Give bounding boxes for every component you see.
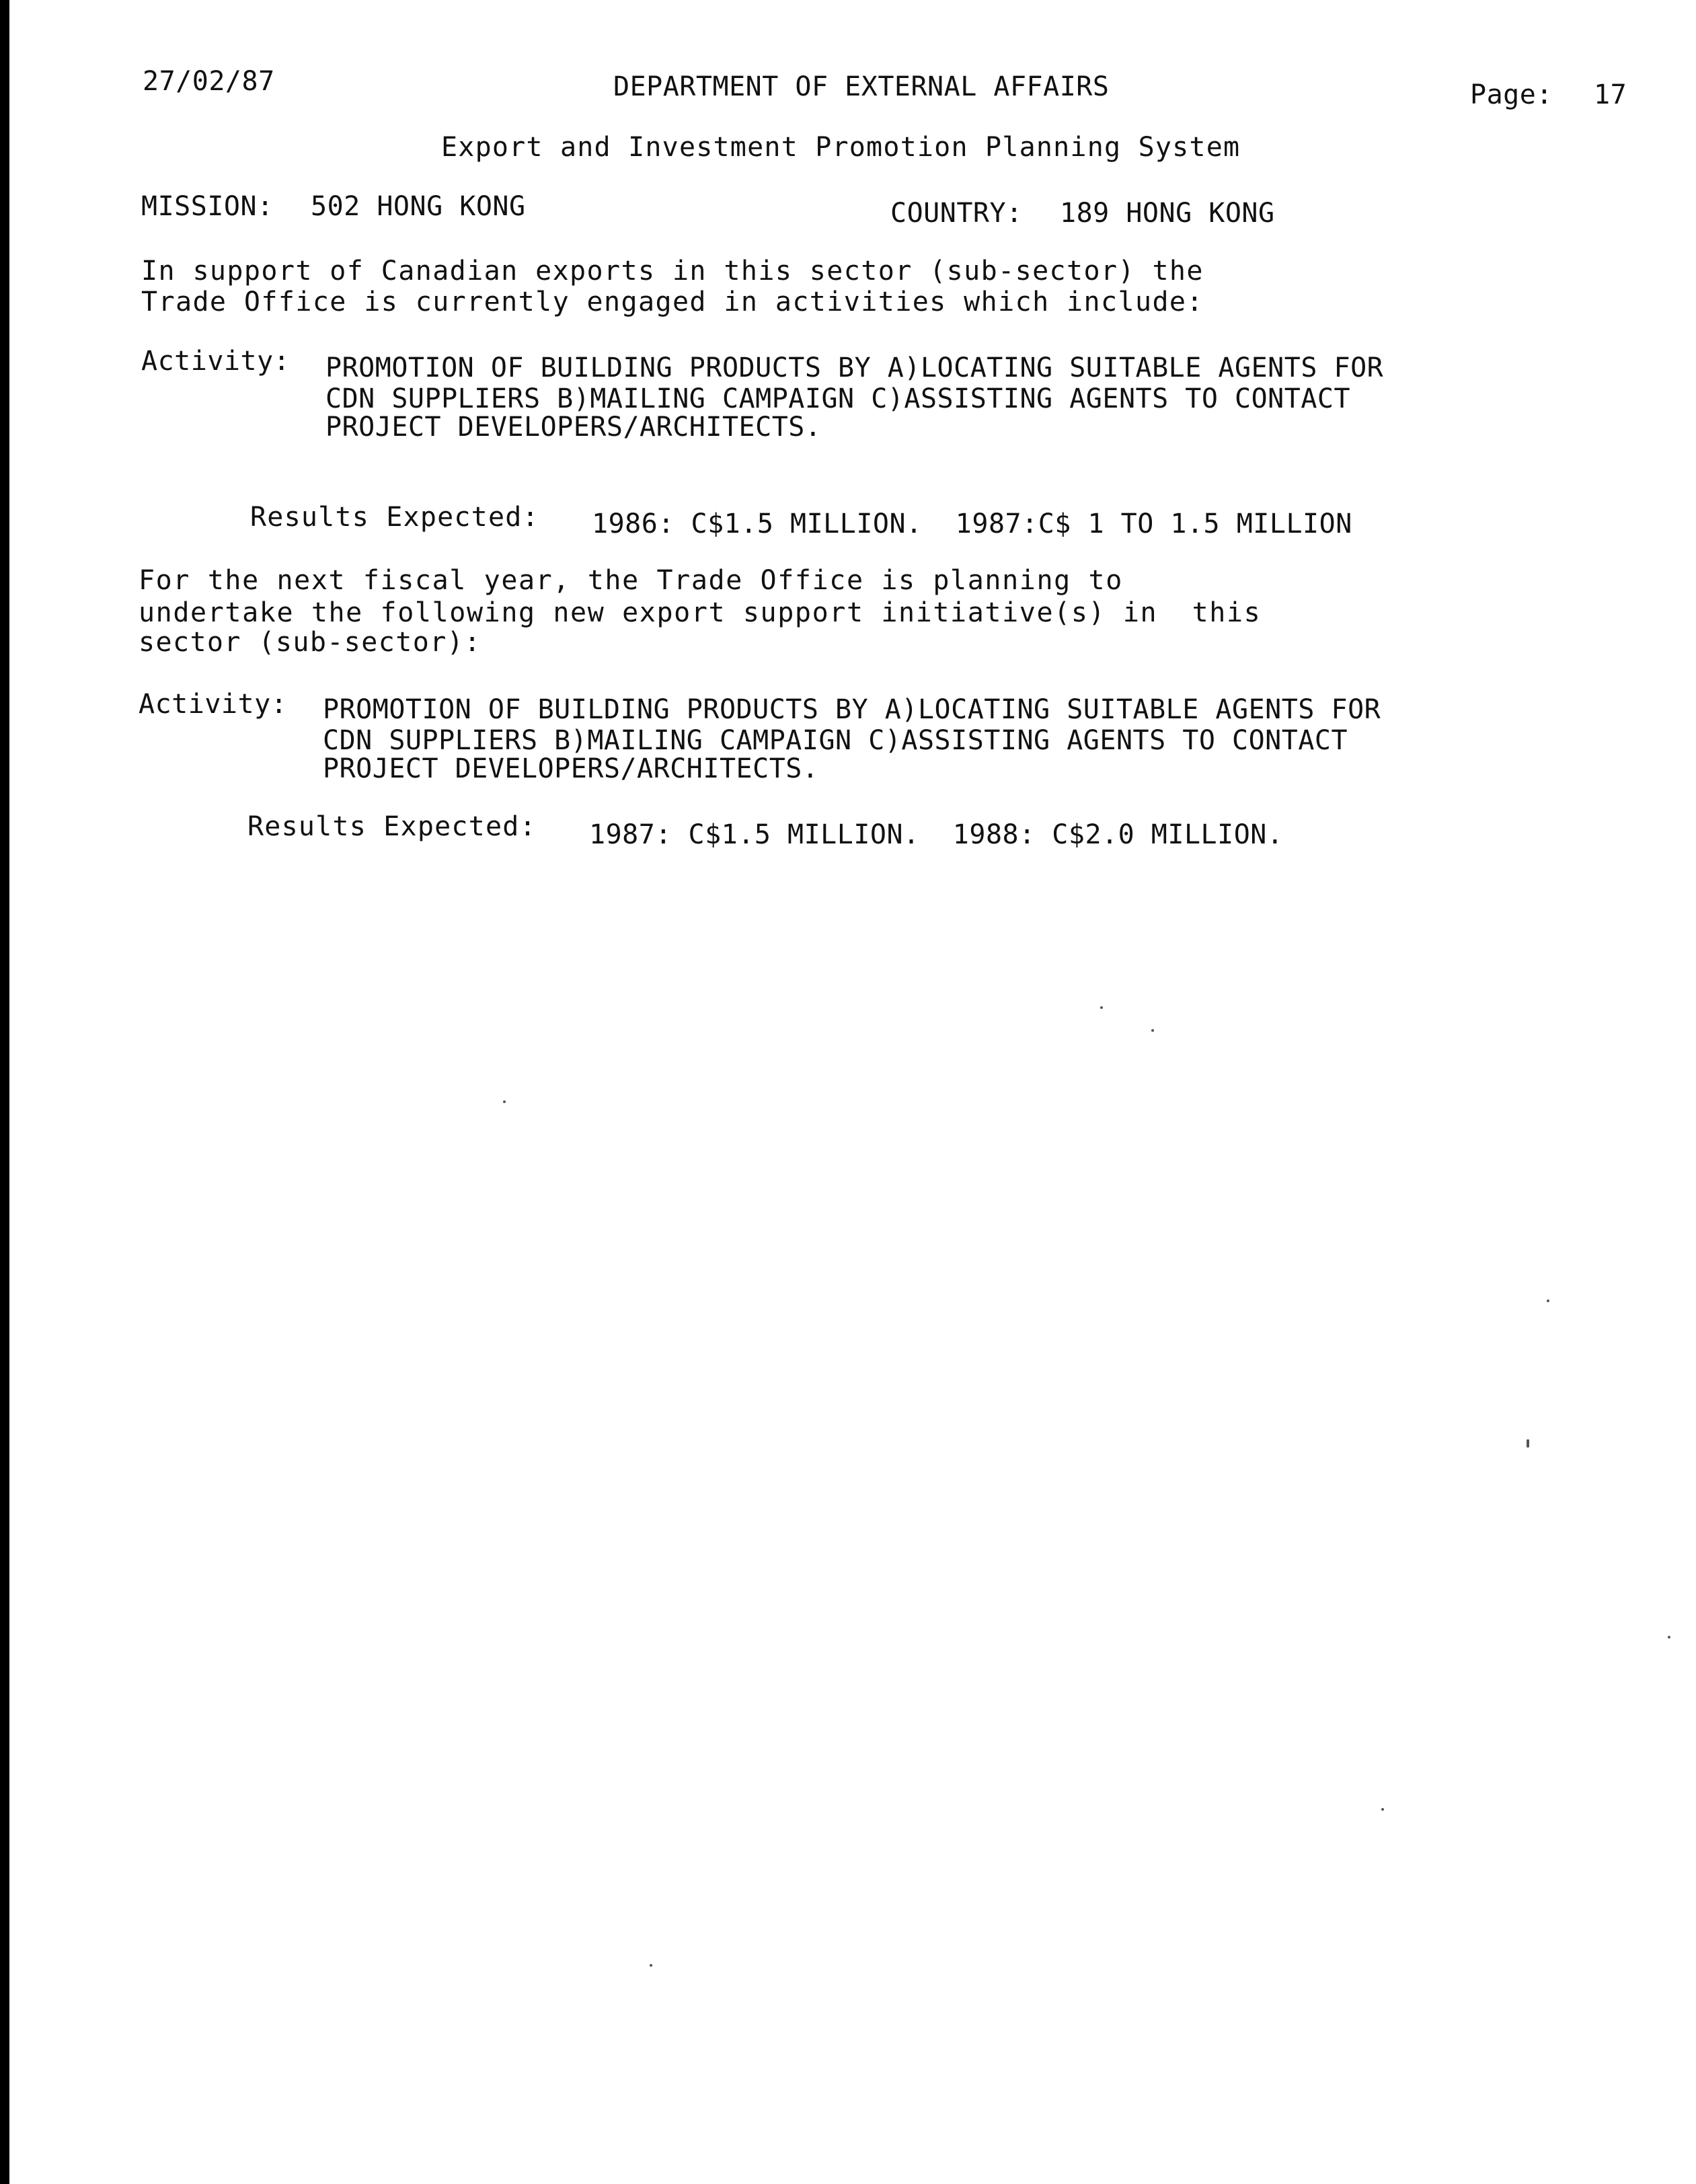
page-number: 17 bbox=[1594, 79, 1627, 110]
scan-speck bbox=[1100, 1006, 1103, 1009]
scan-speck bbox=[1547, 1300, 1549, 1302]
current-intro-line-1: In support of Canadian exports in this sector (sub-sector) the bbox=[141, 256, 1204, 287]
report-date: 27/02/87 bbox=[143, 66, 275, 97]
current-activity-line-3: PROJECT DEVELOPERS/ARCHITECTS. bbox=[325, 412, 822, 443]
scan-speck bbox=[503, 1100, 506, 1103]
current-activity-line-2: CDN SUPPLIERS B)MAILING CAMPAIGN C)ASSISTING AGENTS TO CONTACT bbox=[325, 383, 1351, 414]
scan-speck bbox=[1527, 1439, 1529, 1447]
mission-label: MISSION: bbox=[141, 191, 274, 222]
next-results-label: Results Expected: bbox=[247, 811, 537, 842]
scan-speck bbox=[650, 1964, 652, 1967]
current-intro-line-2: Trade Office is currently engaged in activities which include: bbox=[141, 287, 1204, 317]
next-intro-line-2: undertake the following new export support initiative(s) in this bbox=[139, 597, 1262, 628]
current-results-label: Results Expected: bbox=[250, 502, 539, 533]
next-activity-line-1: PROMOTION OF BUILDING PRODUCTS BY A)LOCATING SUITABLE AGENTS FOR bbox=[323, 694, 1381, 725]
mission-value: 502 HONG KONG bbox=[311, 191, 526, 222]
next-activity-label: Activity: bbox=[139, 689, 288, 720]
country-label: COUNTRY: bbox=[890, 198, 1023, 229]
scan-speck bbox=[1151, 1029, 1154, 1032]
department-title: DEPARTMENT OF EXTERNAL AFFAIRS bbox=[613, 71, 1110, 102]
page-label: Page: bbox=[1470, 79, 1553, 110]
current-activity-line-1: PROMOTION OF BUILDING PRODUCTS BY A)LOCATING SUITABLE AGENTS FOR bbox=[325, 352, 1384, 383]
current-activity-label: Activity: bbox=[141, 346, 291, 377]
current-results-value: 1986: C$1.5 MILLION. 1987:C$ 1 TO 1.5 MILLION bbox=[592, 509, 1352, 539]
scan-speck bbox=[1381, 1808, 1384, 1811]
next-intro-line-1: For the next fiscal year, the Trade Office is planning to bbox=[139, 565, 1123, 596]
next-activity-line-2: CDN SUPPLIERS B)MAILING CAMPAIGN C)ASSISTING AGENTS TO CONTACT bbox=[323, 725, 1348, 756]
system-title: Export and Investment Promotion Planning System bbox=[441, 132, 1241, 163]
country-value: 189 HONG KONG bbox=[1060, 198, 1275, 229]
scan-speck bbox=[1668, 1636, 1670, 1639]
next-activity-line-3: PROJECT DEVELOPERS/ARCHITECTS. bbox=[323, 753, 819, 784]
next-intro-line-3: sector (sub-sector): bbox=[139, 627, 481, 658]
scan-left-edge bbox=[0, 0, 9, 2184]
next-results-value: 1987: C$1.5 MILLION. 1988: C$2.0 MILLION. bbox=[589, 819, 1284, 850]
